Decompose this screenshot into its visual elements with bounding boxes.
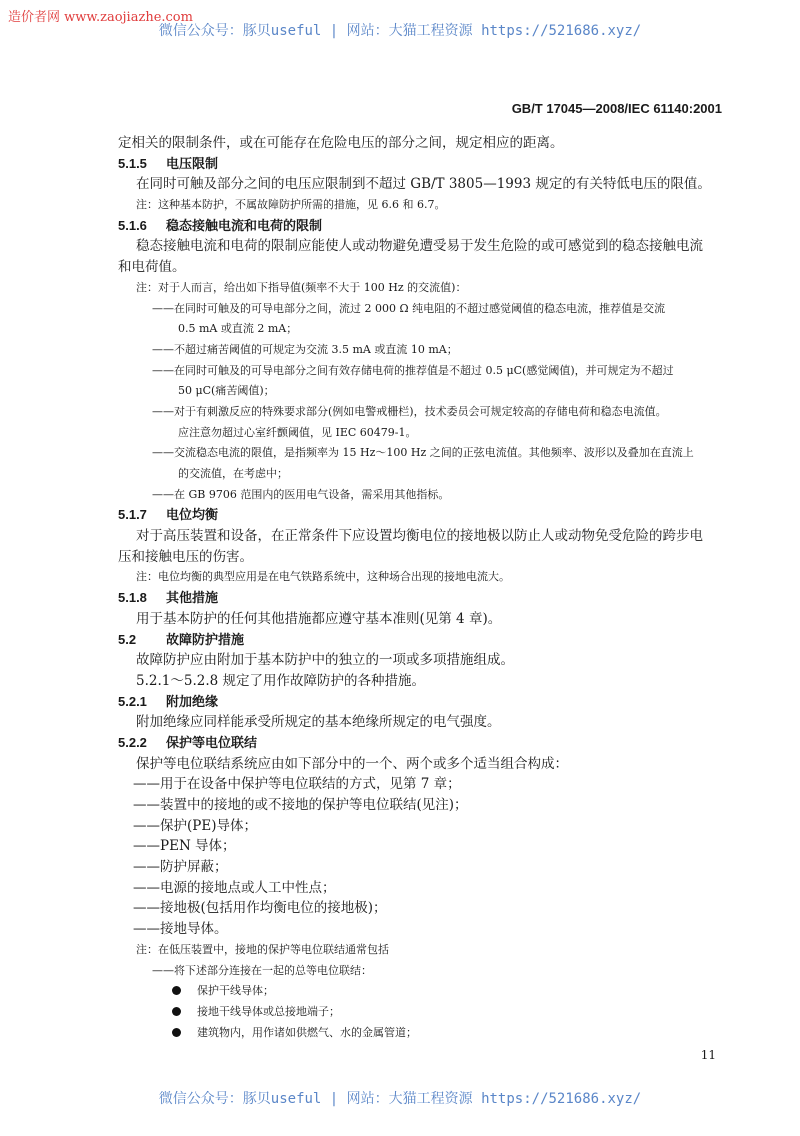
line-text: 0.5 mA 或直流 2 mA； — [178, 322, 298, 336]
body-paragraph — [0, 671, 800, 692]
bullet-icon — [172, 1007, 181, 1016]
line-text: 电位均衡 — [166, 507, 219, 523]
line-text: 附加绝缘 — [166, 693, 219, 709]
list-item — [0, 774, 800, 795]
section-heading — [0, 733, 800, 754]
line-text: ——电源的接地点或人工中性点； — [133, 879, 336, 896]
standard-number: GB/T 17045—2008/IEC 61140:2001 — [511, 101, 722, 116]
line-text: 保护干线导体； — [197, 984, 274, 998]
line-text: 和电荷值。 — [118, 259, 186, 276]
line-text: 附加绝缘应同样能承受所规定的基本绝缘所规定的电气强度。 — [136, 714, 501, 731]
section-number: 5.1.6 — [118, 217, 147, 233]
section-number: 5.2.2 — [118, 734, 147, 750]
line-text: 压和接触电压的伤害。 — [118, 548, 253, 565]
line-text: 保护等电位联结系统应由如下部分中的一个、两个或多个适当组合构成： — [136, 755, 568, 772]
line-text: 稳态接触电流和电荷的限制 — [166, 217, 323, 233]
note-dash-item — [0, 485, 800, 506]
line-text: ——不超过痛苦阈值的可规定为交流 3.5 mA 或直流 10 mA； — [152, 342, 458, 356]
document-body — [0, 133, 800, 1043]
line-text: ——在同时可触及的可导电部分之间有效存储电荷的推荐值是不超过 0.5 μC(感觉阈值)，并可规定为不超过 — [152, 363, 674, 377]
body-paragraph — [0, 609, 800, 630]
line-text: 其他措施 — [166, 590, 219, 606]
line-text: 注：电位均衡的典型应用是在电气铁路系统中，这种场合出现的接地电流大。 — [136, 570, 510, 584]
line-text: 应注意勿超过心室纤颤阈值，见 IEC 60479-1。 — [178, 425, 417, 439]
list-item — [0, 795, 800, 816]
note-dash-item — [0, 443, 800, 464]
section-number: 5.1.8 — [118, 590, 147, 606]
line-text: 5.2.1～5.2.8 规定了用作故障防护的各种措施。 — [136, 672, 425, 689]
list-item — [0, 898, 800, 919]
line-text: ——对于有刺激反应的特殊要求部分(例如电警戒栅栏)，技术委员会可规定较高的存储电荷和稳态电流值。 — [152, 404, 667, 418]
line-text: 故障防护措施 — [166, 631, 245, 647]
list-item — [0, 816, 800, 837]
note-dash-item — [0, 402, 800, 423]
line-text: ——将下述部分连接在一起的总等电位联结： — [152, 963, 372, 977]
note-dash-item — [0, 961, 800, 982]
bullet-item — [0, 1002, 800, 1023]
line-text: 的交流值，在考虑中； — [178, 467, 288, 480]
section-heading — [0, 216, 800, 237]
line-text: 注：对于人而言，给出如下指导值(频率不大于 100 Hz 的交流值)： — [136, 280, 467, 294]
bullet-icon — [172, 986, 181, 995]
line-text: ——交流稳态电流的限值，是指频率为 15 Hz～100 Hz 之间的正弦电流值。其他频率、波形以及叠加在直流上 — [152, 446, 694, 460]
note-dash-item — [0, 299, 800, 320]
line-text: ——接地极(包括用作均衡电位的接地极)； — [133, 900, 387, 917]
line-text: 稳态接触电流和电荷的限制应能使人或动物避免遭受易于发生危险的或可感觉到的稳态接触电流 — [136, 238, 703, 255]
section-number: 5.2 — [118, 631, 137, 647]
body-paragraph — [0, 754, 800, 775]
line-text: ——在 GB 9706 范围内的医用电气设备，需采用其他指标。 — [152, 487, 450, 501]
body-paragraph — [0, 712, 800, 733]
line-text: 50 μC(痛苦阈值)； — [178, 384, 275, 398]
line-text: 接地干线导体或总接地端子； — [197, 1004, 340, 1018]
line-text: 电压限制 — [166, 155, 219, 171]
line-text: 故障防护应由附加于基本防护中的独立的一项或多项措施组成。 — [136, 652, 514, 669]
line-text: ——接地导体。 — [133, 921, 228, 938]
list-item — [0, 919, 800, 940]
bullet-icon — [172, 1028, 181, 1037]
line-text: 对于高压装置和设备，在正常条件下应设置均衡电位的接地极以防止人或动物免受危险的跨步电 — [136, 528, 703, 545]
body-paragraph — [0, 526, 800, 547]
line-text: ——防护屏蔽； — [133, 859, 228, 876]
section-heading — [0, 154, 800, 175]
line-text: ——PEN 导体； — [133, 838, 236, 855]
line-text: 注：在低压装置中，接地的保护等电位联结通常包括 — [136, 942, 389, 956]
section-heading — [0, 630, 800, 651]
watermark-site: 造价者网 www.zaojiazhe.com — [8, 10, 193, 25]
bullet-item — [0, 981, 800, 1002]
section-heading — [0, 505, 800, 526]
body-paragraph — [0, 650, 800, 671]
line-text: 建筑物内，用作诸如供燃气、水的金属管道； — [197, 1025, 417, 1039]
body-paragraph-cont — [0, 257, 800, 278]
line-text: ——装置中的接地的或不接地的保护等电位联结(见注)； — [133, 797, 468, 813]
note-text — [0, 940, 800, 961]
note-dash-item-cont — [0, 464, 800, 485]
note-text — [0, 278, 800, 299]
line-text: 在同时可触及部分之间的电压应限制到不超过 GB/T 3805—1993 规定的有关特低电压的限值。 — [136, 176, 711, 193]
line-text: 保护等电位联结 — [166, 734, 258, 750]
note-dash-item — [0, 361, 800, 382]
section-number: 5.1.7 — [118, 507, 147, 523]
body-paragraph — [0, 236, 800, 257]
body-paragraph — [0, 174, 800, 195]
watermark-banner-bottom: 微信公众号：豚贝useful | 网站：大猫工程资源 https://521686.xyz/ — [158, 1091, 642, 1107]
line-text: ——保护(PE)导体； — [133, 817, 257, 834]
note-text — [0, 195, 800, 216]
section-number: 5.2.1 — [118, 693, 147, 709]
line-text: 注：这种基本防护，不属故障防护所需的措施，见 6.6 和 6.7。 — [136, 198, 446, 212]
section-heading — [0, 588, 800, 609]
list-item — [0, 836, 800, 857]
body-paragraph-cont — [0, 133, 800, 154]
line-text: 用于基本防护的任何其他措施都应遵守基本准则(见第 4 章)。 — [136, 610, 502, 627]
note-dash-item-cont — [0, 319, 800, 340]
section-number: 5.1.5 — [118, 155, 147, 171]
bullet-item — [0, 1023, 800, 1044]
page-number: 11 — [700, 1048, 716, 1062]
section-heading — [0, 692, 800, 713]
note-dash-item-cont — [0, 423, 800, 444]
line-text: 定相关的限制条件，或在可能存在危险电压的部分之间，规定相应的距离。 — [118, 135, 564, 151]
body-paragraph-cont — [0, 547, 800, 568]
line-text: ——在同时可触及的可导电部分之间，流过 2 000 Ω 纯电阻的不超过感觉阈值的稳态电流，推荐值是交流 — [152, 301, 666, 315]
list-item — [0, 857, 800, 878]
list-item — [0, 878, 800, 899]
watermark-banner-top: 微信公众号：豚贝useful | 网站：大猫工程资源 https://521686.xyz/ — [158, 23, 642, 39]
note-dash-item-cont — [0, 381, 800, 402]
note-text — [0, 567, 800, 588]
line-text: ——用于在设备中保护等电位联结的方式，见第 7 章； — [133, 776, 461, 793]
note-dash-item — [0, 340, 800, 361]
